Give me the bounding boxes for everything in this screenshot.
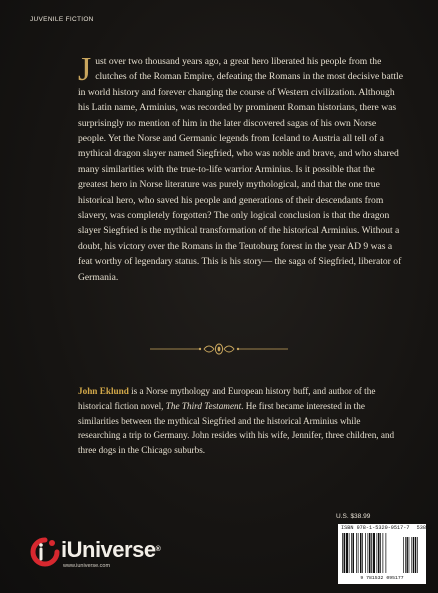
iuniverse-swirl-icon — [30, 537, 60, 567]
publisher-logo — [30, 535, 170, 575]
bio-text-1: is a Norse mythology and European history buff, and author of the historical fiction novel, — [78, 386, 376, 411]
book-title: The Third Testament — [165, 400, 242, 411]
drop-cap: J — [78, 51, 92, 88]
publisher-url: www.iuniverse.com — [63, 563, 111, 569]
ornament-divider-icon — [148, 341, 290, 357]
author-bio — [78, 384, 404, 458]
bio-text-2: . He first became interested in the similarities between the mythical Siegfried and the historical Arminius while researching a trip to Germany. John resides with his wife, Jennifer, three children, and three dogs in the Chicago suburbs. — [78, 400, 395, 456]
isbn-text: ISBN 978-1-5320-9517-7 53899 — [341, 525, 433, 531]
barcode-bars — [341, 533, 423, 575]
barcode-digits: 9 781532 095177 — [360, 576, 404, 581]
isbn-barcode — [338, 524, 433, 584]
synopsis-blurb — [78, 51, 404, 285]
genre-label: JUVENILE FICTION — [30, 16, 94, 23]
author-name: John Eklund — [78, 386, 129, 396]
synopsis-text: ust over two thousand years ago, a great hero liberated his people from the clutches of the Roman Empire, defeating the Romans in the most decisive battle in world history and forever changing the course of Western civilization. Although his Latin name, Arminius, was recorded by prominent Roman historians, there was surprisingly no mention of him in the later discovered sagas of his own Norse people. Yet the Norse and Germanic legends from Iceland to Austria all tell of a mythical dragon slayer named Siegfried, who was noble and brave, and who shared many similarities with the true-to-life warrior Arminius. Is it possible that the greatest hero in Norse literature was purely mythological, and that the one true historical hero, who saved his people and generations of their descendants from slavery, was completely forgotten? The only logical conclusion is that the dragon slayer Siegfried is the mythical transformation of the historical Arminius. Without a doubt, his victory over the Romans in the Teutoburg forest in the year AD 9 was a feat worthy of legendary status. This is his story— the saga of Siegfried, liberator of Germania. — [78, 56, 403, 283]
publisher-name: iUniverse® — [61, 537, 161, 562]
price-label: U.S. $38.99 — [336, 513, 371, 520]
